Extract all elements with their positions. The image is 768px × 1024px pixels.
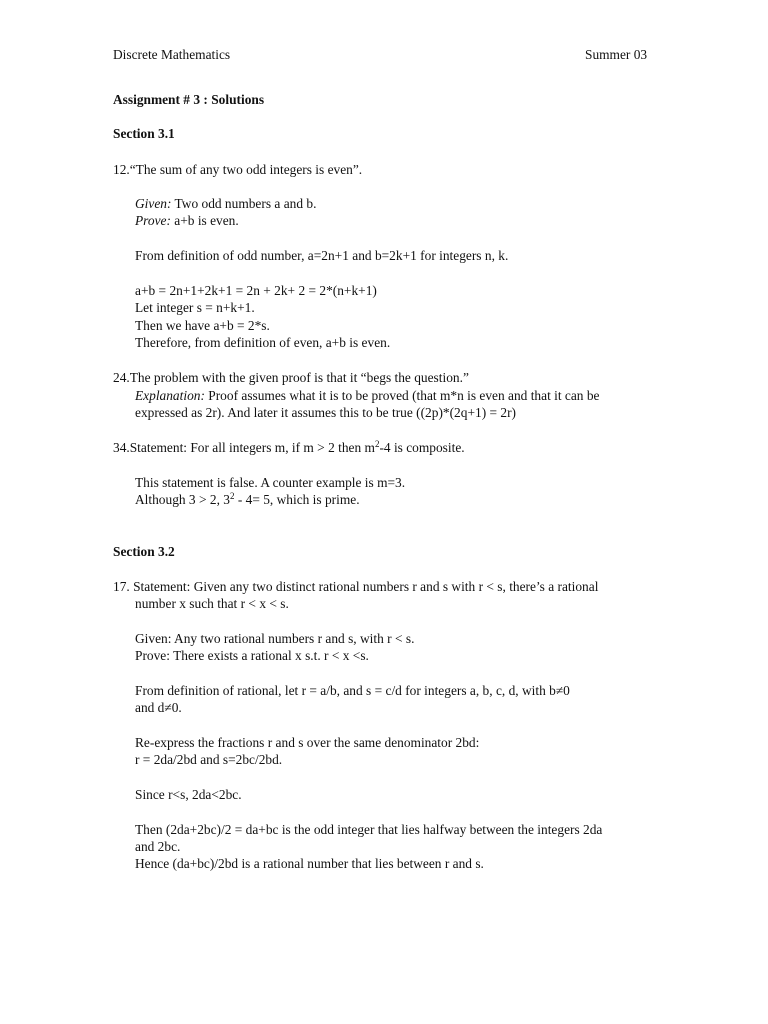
problem-12-definition: From definition of odd number, a=2n+1 and b=2k+1 for integers n, k.	[135, 248, 509, 263]
section-heading-3-2: Section 3.2	[113, 544, 175, 559]
problem-17-then-cont: and 2bc.	[135, 839, 181, 854]
problem-34-although	[135, 491, 360, 508]
exponent: 2	[374, 439, 380, 449]
problem-17-statement-cont: number x such that r < x < s.	[135, 596, 289, 611]
although-text-end: - 4= 5, which is prime.	[234, 492, 360, 507]
course-name: Discrete Mathematics	[113, 47, 231, 62]
problem-17-statement: 17. Statement: Given any two distinct rational numbers r and s with r < s, there’s a rational	[113, 579, 599, 594]
problem-12-prove	[135, 212, 239, 229]
problem-12-step4: Therefore, from definition of even, a+b is even.	[135, 335, 391, 350]
problem-17-then: Then (2da+2bc)/2 = da+bc is the odd integer that lies halfway between the integers 2da	[135, 822, 603, 837]
section-heading-3-1: Section 3.1	[113, 126, 175, 141]
problem-17-since: Since r<s, 2da<2bc.	[135, 787, 242, 802]
problem-17-reexpress-cont: r = 2da/2bd and s=2bc/2bd.	[135, 752, 283, 767]
prove-text: a+b is even.	[170, 213, 239, 228]
problem-24-explanation	[135, 387, 600, 404]
problem-12-step1: a+b = 2n+1+2k+1 = 2n + 2k+ 2 = 2*(n+k+1)	[135, 283, 377, 298]
problem-24-explanation-cont: expressed as 2r). And later it assumes this to be true ((2p)*(2q+1) = 2r)	[135, 405, 517, 420]
explanation-text: Proof assumes what it is to be proved (that m*n is even and that it can be	[204, 388, 600, 403]
problem-17-definition-cont: and d≠0.	[135, 700, 182, 715]
problem-12-question: 12.“The sum of any two odd integers is even”.	[113, 162, 363, 177]
problem-17-reexpress: Re-express the fractions r and s over the same denominator 2bd:	[135, 735, 480, 750]
problem-12-step2: Let integer s = n+k+1.	[135, 300, 255, 315]
statement-text-end: -4 is composite.	[379, 440, 465, 455]
problem-17-definition: From definition of rational, let r = a/b, and s = c/d for integers a, b, c, d, with b≠0	[135, 683, 570, 698]
problem-34-statement	[113, 439, 465, 456]
term: Summer 03	[585, 47, 648, 62]
page-title: Assignment # 3 : Solutions	[113, 92, 265, 107]
problem-12-given	[135, 195, 316, 212]
problem-24-question: 24.The problem with the given proof is that it “begs the question.”	[113, 370, 469, 385]
explanation-label: Explanation:	[135, 388, 205, 403]
problem-34-false: This statement is false. A counter example is m=3.	[135, 475, 406, 490]
statement-text: 34.Statement: For all integers m, if m > 2 then m	[113, 440, 375, 455]
problem-17-prove: Prove: There exists a rational x s.t. r < x <s.	[135, 648, 369, 663]
given-text: Two odd numbers a and b.	[171, 196, 317, 211]
given-label: Given:	[135, 196, 172, 211]
although-text: Although 3 > 2, 3	[135, 492, 230, 507]
exponent: 2	[229, 491, 235, 501]
problem-12-step3: Then we have a+b = 2*s.	[135, 318, 270, 333]
prove-label: Prove:	[135, 213, 171, 228]
problem-17-given: Given: Any two rational numbers r and s, with r < s.	[135, 631, 415, 646]
problem-17-hence: Hence (da+bc)/2bd is a rational number that lies between r and s.	[135, 856, 484, 871]
